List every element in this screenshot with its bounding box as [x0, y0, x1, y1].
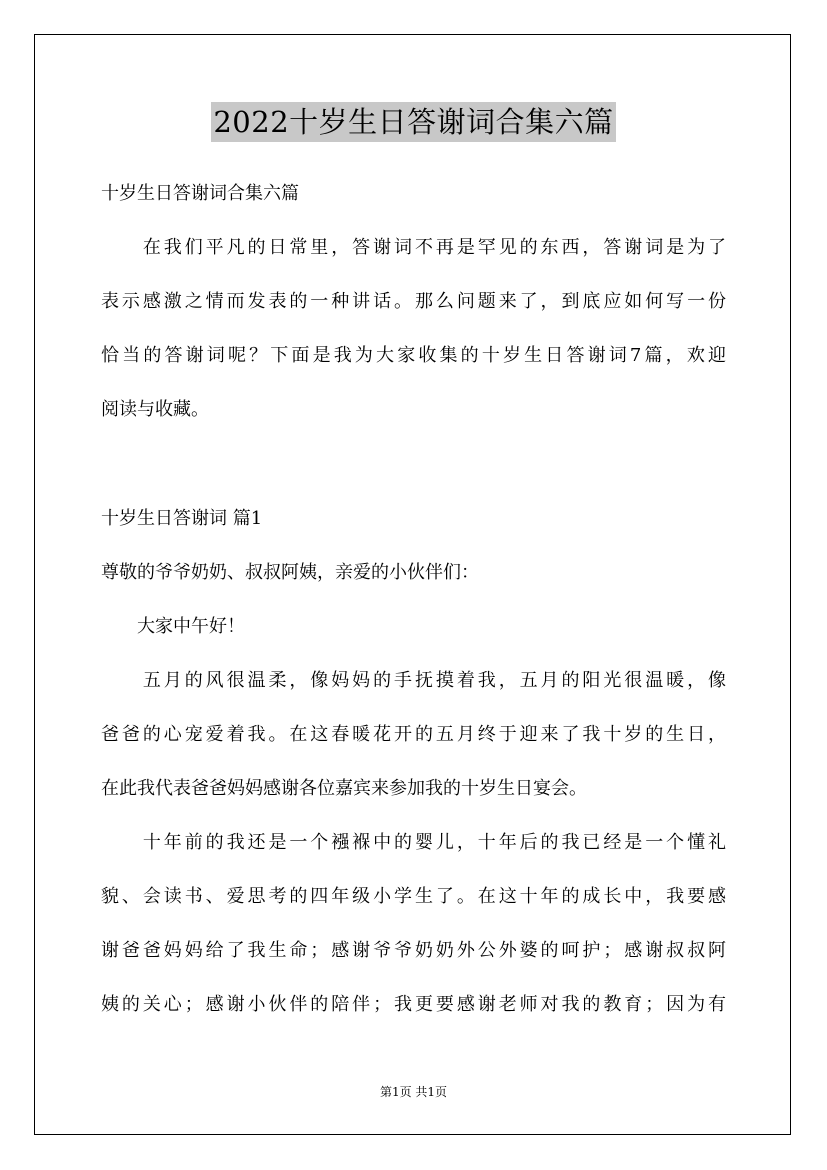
intro-line-4: 阅读与收藏。: [101, 399, 209, 420]
title-container: [0, 102, 827, 142]
para2-line-4: 姨的关心；感谢小伙伴的陪伴；我更要感谢老师对我的教育；因为有: [101, 994, 726, 1015]
subtitle: 十岁生日答谢词合集六篇: [101, 183, 299, 204]
para1-line-3: 在此我代表爸爸妈妈感谢各位嘉宾来参加我的十岁生日宴会。: [101, 778, 587, 799]
intro-line-1: 在我们平凡的日常里，答谢词不再是罕见的东西，答谢词是为了: [101, 237, 726, 258]
para1-line-2: 爸爸的心宠爱着我。在这春暖花开的五月终于迎来了我十岁的生日，: [101, 724, 726, 745]
para1-line-1: 五月的风很温柔，像妈妈的手抚摸着我，五月的阳光很温暖，像: [101, 670, 726, 691]
salutation: 尊敬的爷爷奶奶、叔叔阿姨，亲爱的小伙伴们：: [101, 562, 479, 583]
page-footer: 第1页 共1页: [379, 1085, 448, 1099]
document-title: 2022十岁生日答谢词合集六篇: [211, 102, 615, 142]
intro-line-3: 恰当的答谢词呢？下面是我为大家收集的十岁生日答谢词7篇，欢迎: [101, 345, 726, 366]
para2-line-1: 十年前的我还是一个襁褓中的婴儿，十年后的我已经是一个懂礼: [101, 832, 726, 853]
section-heading: 十岁生日答谢词 篇1: [101, 508, 263, 529]
greeting: 大家中午好！: [101, 616, 245, 637]
intro-line-2: 表示感激之情而发表的一种讲话。那么问题来了，到底应如何写一份: [101, 291, 726, 312]
para2-line-2: 貌、会读书、爱思考的四年级小学生了。在这十年的成长中，我要感: [101, 886, 726, 907]
para2-line-3: 谢爸爸妈妈给了我生命；感谢爷爷奶奶外公外婆的呵护；感谢叔叔阿: [101, 940, 726, 961]
